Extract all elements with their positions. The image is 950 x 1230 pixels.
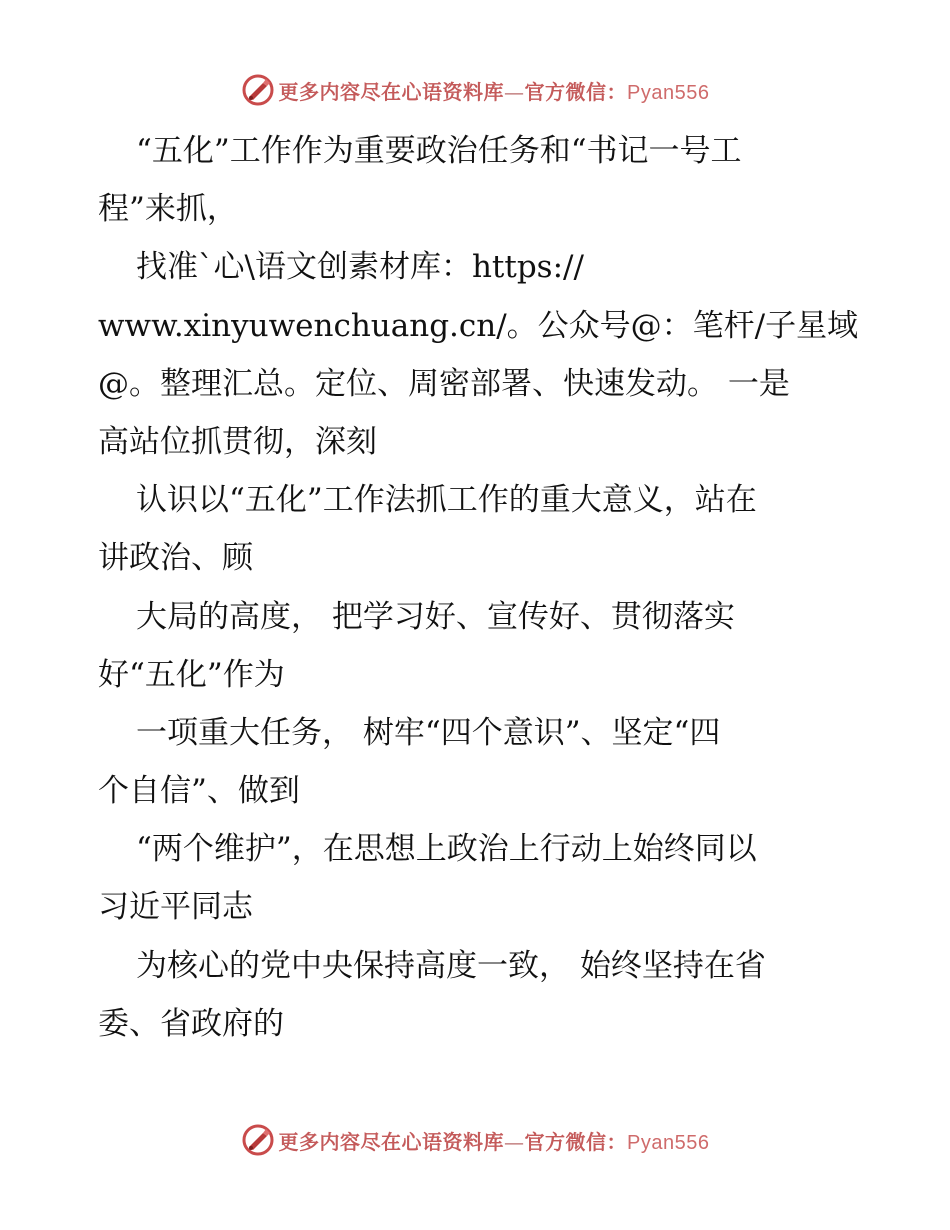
- text-line: 一项重大任务， 树牢“四个意识”、坚定“四: [136, 714, 721, 751]
- pen-logo-icon: [241, 73, 275, 107]
- text-line: 委、省政府的: [98, 1005, 284, 1042]
- text-line: 讲政治、顾: [98, 540, 253, 577]
- text-line: 认识以“五化”工作法抓工作的重大意义，站在: [136, 482, 757, 519]
- text-line: 找准`心\语文创素材库：https://: [136, 249, 584, 286]
- footer-wechat-id: Pyan556: [627, 1131, 710, 1154]
- header-watermark-banner: [0, 70, 950, 110]
- footer-banner-text: [279, 1126, 710, 1155]
- pen-logo-icon: [241, 1123, 275, 1157]
- text-line: “两个维护”，在思想上政治上行动上始终同以: [136, 831, 757, 868]
- text-line: 程”来抓，: [98, 191, 238, 228]
- text-line: 习近平同志: [98, 889, 253, 926]
- header-wechat-id: Pyan556: [627, 81, 710, 104]
- footer-watermark-banner: [0, 1120, 950, 1160]
- header-wechat-label: 官方微信：: [524, 79, 628, 104]
- text-line: “五化”工作作为重要政治任务和“书记一号工: [136, 133, 742, 169]
- text-line: 大局的高度， 把学习好、宣传好、贯彻落实: [136, 598, 735, 635]
- text-line: 好“五化”作为: [98, 656, 285, 693]
- header-separator: —: [504, 79, 525, 104]
- footer-wechat-label: 官方微信：: [524, 1129, 628, 1154]
- text-line: 为核心的党中央保持高度一致， 始终坚持在省: [136, 947, 766, 984]
- footer-prefix: 更多内容尽在心语资料库: [278, 1129, 505, 1154]
- header-prefix: 更多内容尽在心语资料库: [278, 79, 505, 104]
- text-line: www.xinyuwenchuang.cn/。公众号@：笔杆/子星域: [98, 307, 859, 344]
- footer-separator: —: [504, 1129, 525, 1154]
- text-line: @。整理汇总。定位、周密部署、快速发动。 一是: [98, 365, 790, 402]
- text-line: 个自信”、做到: [98, 773, 300, 810]
- text-line: 高站位抓贯彻，深刻: [98, 423, 377, 460]
- header-banner-text: [279, 76, 710, 105]
- document-body: [98, 122, 858, 1053]
